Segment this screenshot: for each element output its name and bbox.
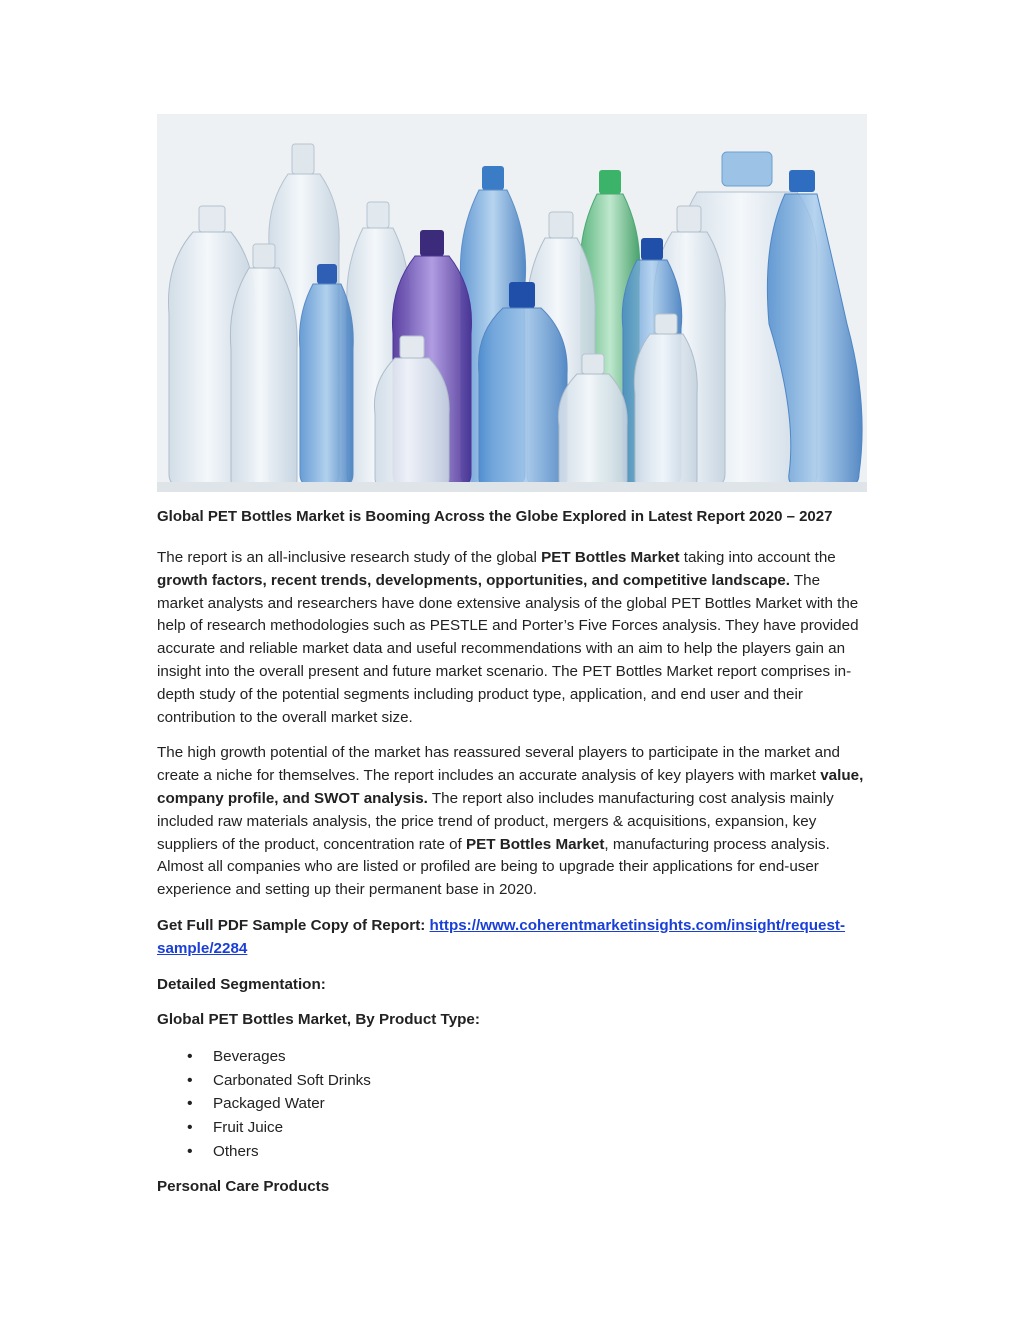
sample-request (157, 915, 869, 961)
bottle-mid-blue-3 (300, 264, 354, 486)
list-item: • Carbonated Soft Drinks (213, 1069, 869, 1093)
list-item: • Beverages (213, 1045, 869, 1069)
list-item: • Packaged Water (213, 1092, 869, 1116)
intro-paragraph: The report is an all-inclusive research study of the global PET Bottles Market taking into account the growth factors, recent trends, developments, opportunities, and competitive landscape. The market analysts and researchers have done extensive analysis of the global PET Bottles Market with the help of research methodologies such as PESTLE and Porter’s Five Forces analysis. They have provided accurate and reliable market data and useful recommendations with an aim to help the players gain an insight into the overall present and future market scenario. The PET Bottles Market report comprises in-depth study of the potential segments including product type, application, and end user and their contribution to the overall market size. (157, 549, 859, 726)
hero-image (157, 114, 867, 492)
article (157, 506, 869, 1212)
pet-bottles-illustration (157, 114, 867, 492)
personal-care-heading: Personal Care Products (157, 1178, 330, 1196)
growth-paragraph: The high growth potential of the market has reassured several players to participate in the market and create a niche for themselves. The report includes an accurate analysis of key players with market value, company profile, and SWOT analysis. The report also includes manufacturing cost analysis mainly included raw materials analysis, the price trend of product, mergers & acquisitions, expansion, key suppliers of the product, concentration rate of PET Bottles Market, manufacturing process analysis. Almost all companies who are listed or profiled are being to upgrade their applications for end-user experience and setting up their permanent base in 2020. (157, 744, 864, 899)
product-type-list (157, 1045, 869, 1163)
product-type-heading: Global PET Bottles Market, By Product Type: (157, 1011, 480, 1029)
list-item: • Fruit Juice (213, 1116, 869, 1140)
list-item: • Others (213, 1140, 869, 1164)
segmentation-heading: Detailed Segmentation: (157, 975, 326, 993)
sample-link[interactable]: https://www.coherentmarketinsights.com/insight/request-sample/2284 (157, 916, 846, 957)
sample-label: Get Full PDF Sample Copy of Report: (157, 916, 430, 934)
article-title: Global PET Bottles Market is Booming Across the Globe Explored in Latest Report 2020 – 2027 (157, 508, 833, 525)
